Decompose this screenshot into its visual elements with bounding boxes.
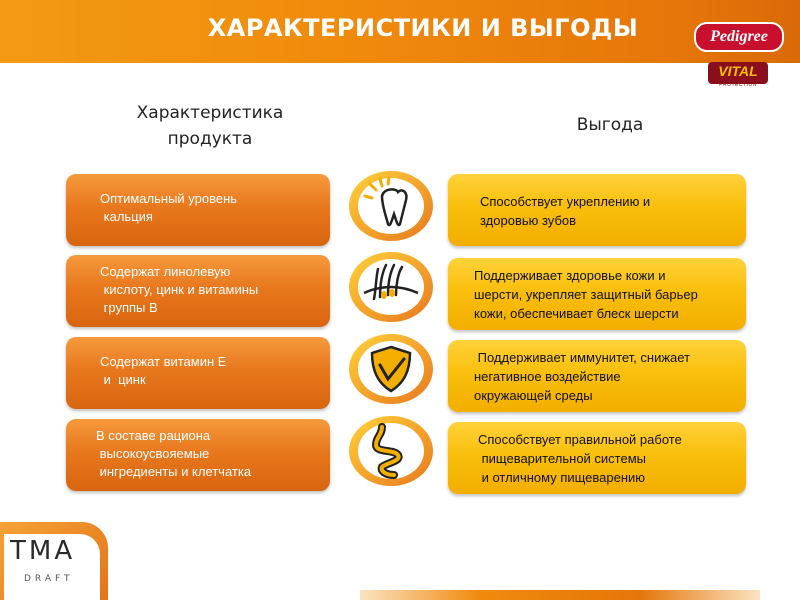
feature-column-header xyxy=(120,100,300,152)
benefit-column-header: Выгода xyxy=(576,115,644,135)
benefit-box xyxy=(448,258,746,330)
logo-line: VITAL xyxy=(708,62,768,84)
feature-header-line2: продукта xyxy=(167,129,253,149)
feature-text: Оптимальный уровень кальция xyxy=(100,191,238,224)
benefit-text: Поддерживает иммунитет, снижает негативное воздействие окружающей среды xyxy=(474,350,691,403)
feature-box xyxy=(66,255,330,327)
shield-icon xyxy=(346,333,436,405)
tooth-icon xyxy=(346,170,436,242)
benefit-box xyxy=(448,174,746,246)
feature-text: Содержат витамин Е и цинк xyxy=(100,354,227,387)
feature-box xyxy=(66,419,330,491)
pedigree-logo xyxy=(694,18,784,93)
feature-header-line1: Характеристика xyxy=(136,103,284,123)
feature-text: В составе рациона высокоусвояемые ингредиенты и клетчатка xyxy=(96,428,252,479)
logo-tag: PROTECTION xyxy=(719,82,757,88)
draft-logo-text: DRAFT xyxy=(24,574,74,584)
feature-text: Содержат линолевую кислоту, цинк и витамины группы В xyxy=(100,264,259,315)
intestine-icon xyxy=(346,415,436,487)
bottom-bar xyxy=(360,590,760,600)
logo-brand: Pedigree xyxy=(694,22,784,52)
benefit-text: Поддерживает здоровье кожи и шерсти, укрепляет защитный барьер кожи, обеспечивает блеск шерсти xyxy=(474,268,698,321)
tma-logo-text: TMA xyxy=(10,536,76,566)
benefit-text: Способствует правильной работе пищеварительной системы и отличному пищеварению xyxy=(478,432,682,485)
skin-hair-icon xyxy=(346,251,436,323)
benefit-box xyxy=(448,422,746,494)
feature-box xyxy=(66,337,330,409)
benefit-text: Способствует укреплению и здоровью зубов xyxy=(480,194,651,228)
tma-draft-logo xyxy=(0,522,108,600)
feature-box xyxy=(66,174,330,246)
slide-title: ХАРАКТЕРИСТИКИ И ВЫГОДЫ xyxy=(207,14,639,42)
benefit-box xyxy=(448,340,746,412)
